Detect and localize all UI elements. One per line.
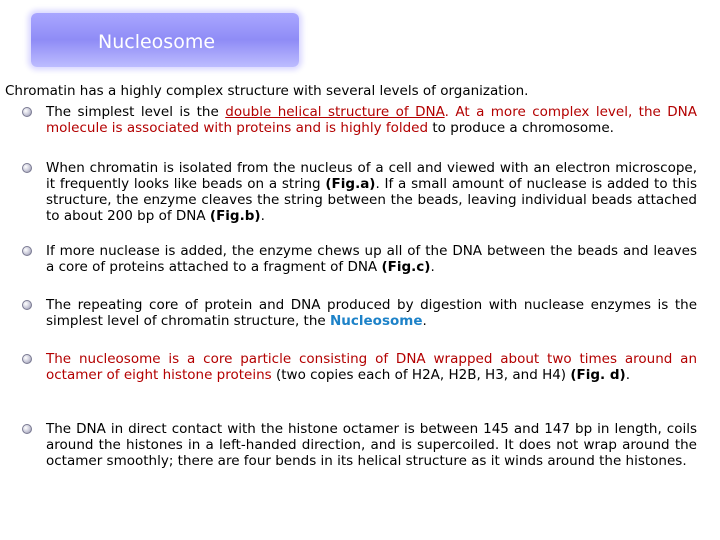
bullet-4-text: The repeating core of protein and DNA produced by digestion with nuclease enzymes is the simplest level of chromatin structure, the Nucleosome. bbox=[46, 297, 697, 329]
intro-text: Chromatin has a highly complex structure with several levels of organization. bbox=[5, 83, 529, 99]
bullet-icon bbox=[22, 424, 32, 434]
bullet-4 bbox=[25, 297, 697, 329]
bullet-1-text: The simplest level is the double helical structure of DNA. At a more complex level, the DNA molecule is associated with proteins and is highly folded to produce a chromosome. bbox=[46, 104, 697, 136]
bullet-6 bbox=[25, 421, 697, 469]
bullet-3-text: If more nuclease is added, the enzyme chews up all of the DNA between the beads and leaves a core of proteins attached to a fragment of DNA (Fig.c). bbox=[46, 243, 697, 275]
bullet-2 bbox=[25, 160, 697, 224]
bullet-icon bbox=[22, 163, 32, 173]
bullet-3 bbox=[25, 243, 697, 275]
bullet-1 bbox=[25, 104, 697, 136]
bullet-5-text: The nucleosome is a core particle consisting of DNA wrapped about two times around an octamer of eight histone proteins (two copies each of H2A, H2B, H3, and H4) (Fig. d). bbox=[46, 351, 697, 383]
bullet-5 bbox=[25, 351, 697, 383]
bullet-icon bbox=[22, 300, 32, 310]
bullet-icon bbox=[22, 354, 32, 364]
page-title: Nucleosome bbox=[98, 31, 216, 53]
bullet-icon bbox=[22, 107, 32, 117]
bullet-2-text: When chromatin is isolated from the nucleus of a cell and viewed with an electron microscope, it frequently looks like beads on a string (Fig.a). If a small amount of nuclease is added to this structure, the enzyme cleaves the string between the beads, leaving individual beads attached to about 200 bp of DNA (Fig.b). bbox=[46, 160, 697, 224]
bullet-6-text: The DNA in direct contact with the histone octamer is between 145 and 147 bp in length, coils around the histones in a left-handed direction, and is supercoiled. It does not wrap around the octamer smoothly; there are four bends in its helical structure as it winds around the histones. bbox=[46, 421, 697, 469]
bullet-icon bbox=[22, 246, 32, 256]
